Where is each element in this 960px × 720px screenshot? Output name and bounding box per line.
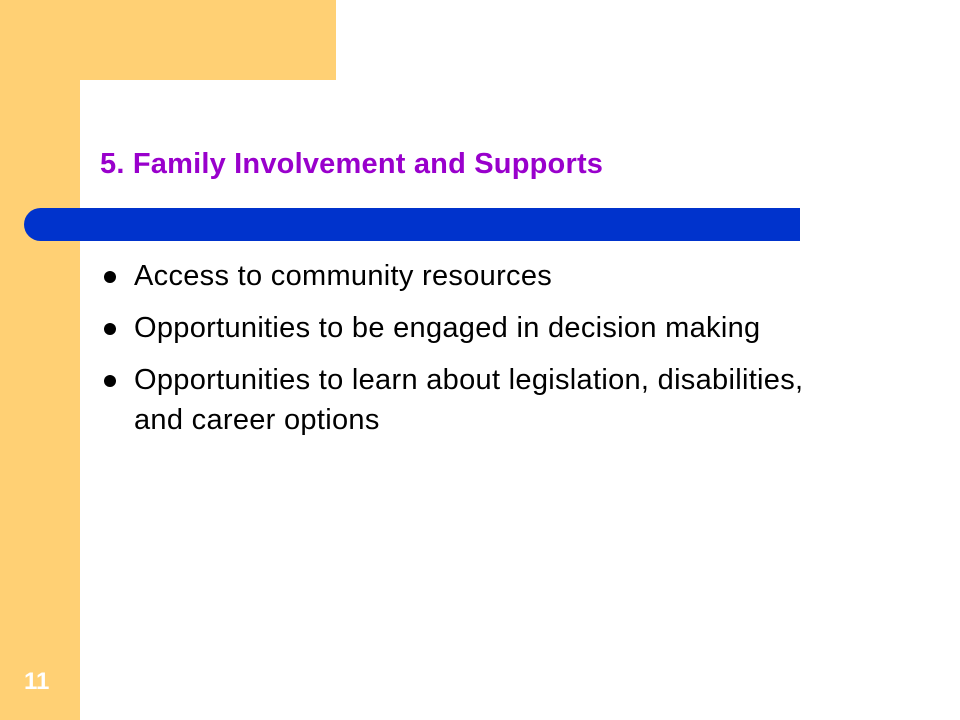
- bullet-list: [100, 256, 820, 452]
- slide-number: 11: [24, 668, 50, 695]
- bullet-dot-icon: [104, 375, 116, 387]
- left-accent-band: [0, 0, 80, 720]
- bullet-item: [100, 308, 820, 348]
- title-underline-bar: [24, 208, 800, 241]
- bullet-item: [100, 360, 820, 440]
- bullet-text: Opportunities to be engaged in decision making: [134, 312, 761, 344]
- bullet-text: Opportunities to learn about legislation, disabilities, and career options: [134, 364, 804, 436]
- top-accent-band: [0, 0, 336, 80]
- slide-title: 5. Family Involvement and Supports: [100, 148, 604, 180]
- bullet-dot-icon: [104, 323, 116, 335]
- bullet-text: Access to community resources: [134, 260, 553, 292]
- bullet-item: [100, 256, 820, 296]
- bullet-dot-icon: [104, 271, 116, 283]
